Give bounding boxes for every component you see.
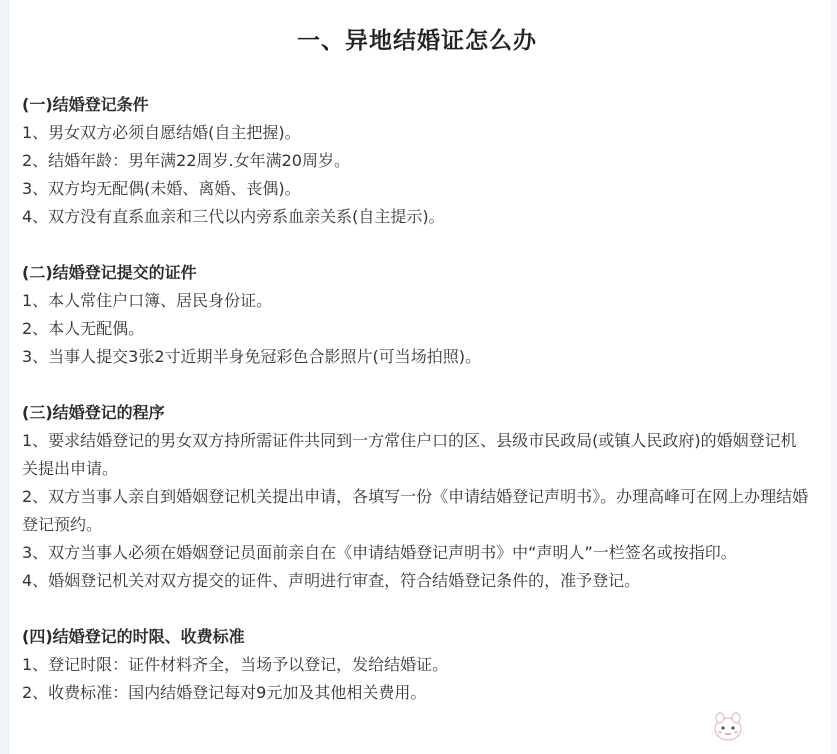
section-fees — [22, 623, 812, 707]
list-item: 1、登记时限：证件材料齐全，当场予以登记，发给结婚证。 — [22, 655, 449, 674]
list-item: 4、双方没有直系血亲和三代以内旁系血亲关系(自主提示)。 — [22, 207, 445, 226]
list-item: 1、要求结婚登记的男女双方持所需证件共同到一方常住户口的区、县级市民政局(或镇人民政府)的婚姻登记机关提出申请。 — [22, 431, 797, 478]
list-item: 3、双方均无配偶(未婚、离婚、丧偶)。 — [22, 179, 301, 198]
section-heading: (三)结婚登记的程序 — [22, 403, 165, 422]
cartoon-mascot-icon[interactable] — [710, 708, 746, 744]
list-item: 2、结婚年龄：男年满22周岁.女年满20周岁。 — [22, 151, 350, 170]
section-conditions — [22, 91, 812, 231]
list-item: 2、本人无配偶。 — [22, 319, 145, 338]
article-title: 一、异地结婚证怎么办 — [297, 28, 537, 54]
list-item: 3、双方当事人必须在婚姻登记员面前亲自在《申请结婚登记声明书》中“声明人”一栏签名或按指印。 — [22, 543, 737, 562]
list-item: 2、双方当事人亲自到婚姻登记机关提出申请，各填写一份《申请结婚登记声明书》。办理高峰可在网上办理结婚登记预约。 — [22, 487, 809, 534]
section-procedure — [22, 399, 812, 595]
section-heading: (四)结婚登记的时限、收费标准 — [22, 627, 245, 646]
list-item: 1、本人常住户口簿、居民身份证。 — [22, 291, 273, 310]
list-item: 3、当事人提交3张2寸近期半身免冠彩色合影照片(可当场拍照)。 — [22, 347, 482, 366]
left-border — [0, 0, 9, 754]
section-heading: (二)结婚登记提交的证件 — [22, 263, 197, 282]
list-item: 1、男女双方必须自愿结婚(自主把握)。 — [22, 123, 301, 142]
list-item: 4、婚姻登记机关对双方提交的证件、声明进行审查，符合结婚登记条件的，准予登记。 — [22, 571, 641, 590]
section-heading: (一)结婚登记条件 — [22, 95, 149, 114]
list-item: 2、收费标准：国内结婚登记每对9元加及其他相关费用。 — [22, 683, 427, 702]
scrollbar-track[interactable] — [831, 0, 837, 754]
article-body — [22, 18, 812, 735]
section-documents — [22, 259, 812, 371]
